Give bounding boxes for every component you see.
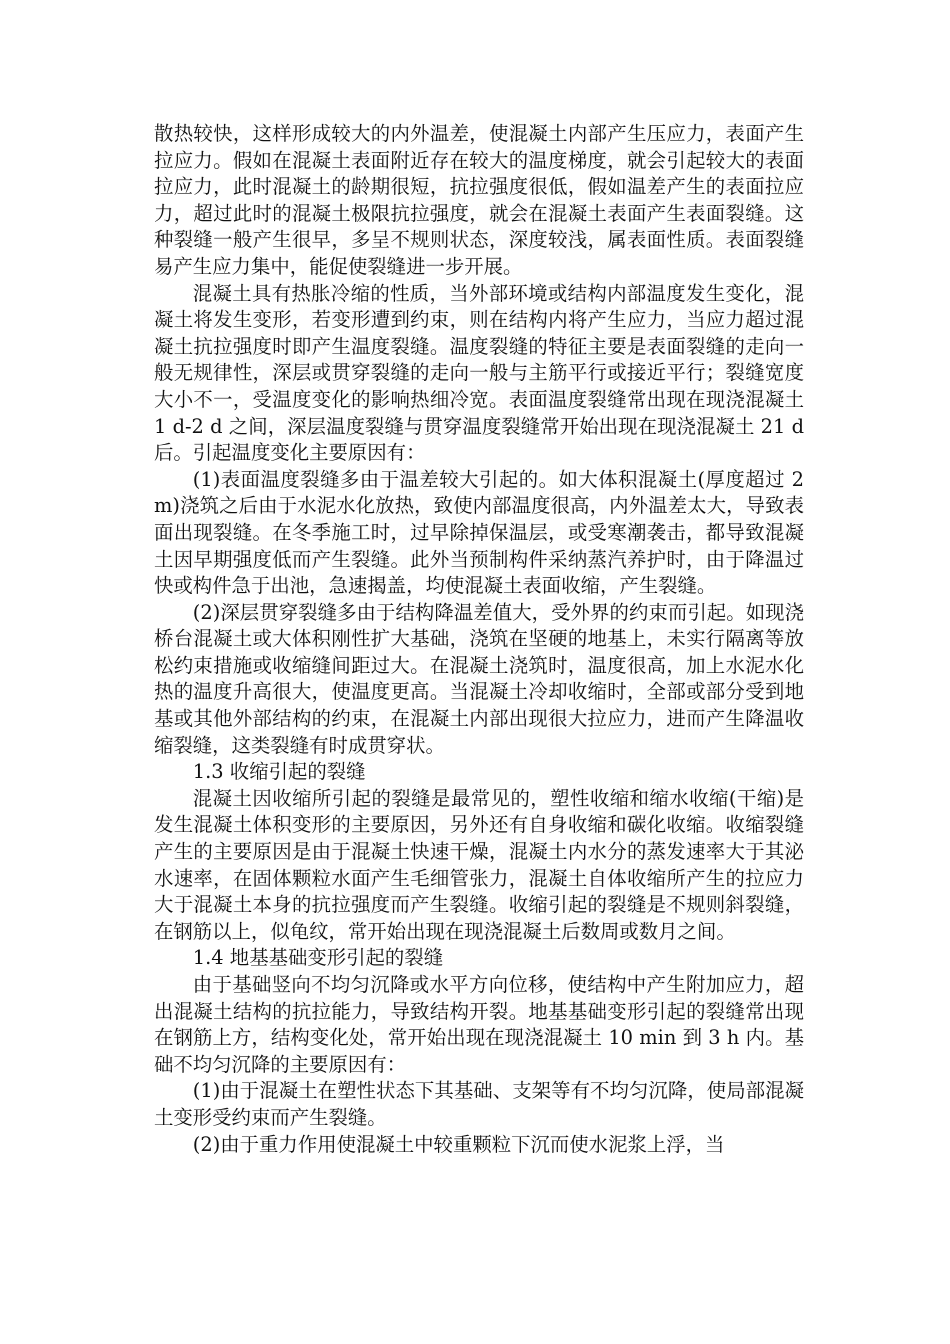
body-paragraph-2: 混凝土具有热胀冷缩的性质，当外部环境或结构内部温度发生变化，混凝土将发生变形，若变形遭到约束，则在结构内将产生应力，当应力超过混凝土抗拉强度时即产生温度裂缝。温度裂缝的特征主要是表面裂缝的走向一般无规律性，深层或贯穿裂缝的走向一般与主筋平行或接近平行；裂缝宽度大小不一，受温度变化的影响热细冷宽。表面温度裂缝常出现在现浇混凝土 1 d-2 d 之间，深层温度裂缝与贯穿温度裂缝常开始出现在现浇混凝土 21 d 后。引起温度变化主要原因有：: [154, 281, 804, 465]
section-heading-1-4: 1.4 地基基础变形引起的裂缝: [192, 946, 444, 970]
document-body: [154, 121, 804, 1158]
body-paragraph-8: (2)由于重力作用使混凝土中较重颗粒下沉而使水泥浆上浮，当: [192, 1132, 725, 1156]
body-paragraph-1: 散热较快，这样形成较大的内外温差，使混凝土内部产生压应力，表面产生拉应力。假如在混凝土表面附近存在较大的温度梯度，就会引起较大的表面拉应力，此时混凝土的龄期很短，抗拉强度很低，假如温差产生的表面拉应力，超过此时的混凝土极限抗拉强度，就会在混凝土表面产生表面裂缝。这种裂缝一般产生很早，多呈不规则状态，深度较浅，属表面性质。表面裂缝易产生应力集中，能促使裂缝进一步开展。: [154, 122, 804, 278]
body-paragraph-5: 混凝土因收缩所引起的裂缝是最常见的，塑性收缩和缩水收缩(干缩)是发生混凝土体积变形的主要原因，另外还有自身收缩和碳化收缩。收缩裂缝产生的主要原因是由于混凝土快速干燥，混凝土内水分的蒸发速率大于其泌水速率，在固体颗粒水面产生毛细管张力，混凝土自体收缩所产生的拉应力大于混凝土本身的抗拉强度而产生裂缝。收缩引起的裂缝是不规则斜裂缝，在钢筋以上，似龟纹，常开始出现在现浇混凝土后数周或数月之间。: [154, 786, 804, 943]
body-paragraph-4: (2)深层贯穿裂缝多由于结构降温差值大，受外界的约束而引起。如现浇桥台混凝土或大体积刚性扩大基础，浇筑在坚硬的地基上，未实行隔离等放松约束措施或收缩缝间距过大。在混凝土浇筑时，温度很高，加上水泥水化热的温度升高很大，使温度更高。当混凝土冷却收缩时，全部或部分受到地基或其他外部结构的约束，在混凝土内部出现很大拉应力，进而产生降温收缩裂缝，这类裂缝有时成贯穿状。: [154, 600, 804, 757]
body-paragraph-6: 由于基础竖向不均匀沉降或水平方向位移，使结构中产生附加应力，超出混凝土结构的抗拉能力，导致结构开裂。地基基础变形引起的裂缝常出现在钢筋上方，结构变化处，常开始出现在现浇混凝土 10 min 到 3 h 内。基础不均匀沉降的主要原因有：: [154, 973, 804, 1076]
section-heading-1-3: 1.3 收缩引起的裂缝: [192, 760, 366, 784]
body-paragraph-7: (1)由于混凝土在塑性状态下其基础、支架等有不均匀沉降，使局部混凝土变形受约束而产生裂缝。: [154, 1079, 804, 1129]
body-paragraph-3: (1)表面温度裂缝多由于温差较大引起的。如大体积混凝土(厚度超过 2 m)浇筑之后由于水泥水化放热，致使内部温度很高，内外温差太大，导致表面出现裂缝。在冬季施工时，过早除掉保温层，或受寒潮袭击，都导致混凝土因早期强度低而产生裂缝。此外当预制构件采纳蒸汽养护时，由于降温过快或构件急于出池，急速揭盖，均使混凝土表面收缩，产生裂缝。: [154, 467, 804, 598]
